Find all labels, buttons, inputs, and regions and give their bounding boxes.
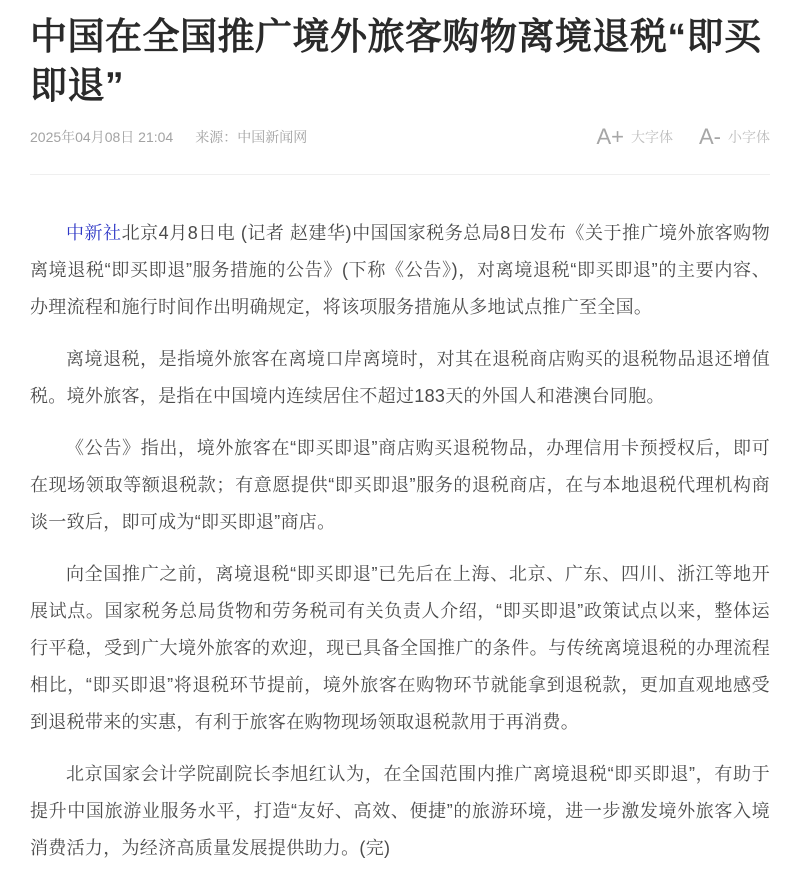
- paragraph: 《公告》指出，境外旅客在“即买即退”商店购买退税物品，办理信用卡预授权后，即可在现场领取等额退税款；有意愿提供“即买即退”服务的退税商店，在与本地退税代理机构商谈一致后，即可成为“即买即退”商店。: [30, 438, 770, 532]
- paragraph: 北京国家会计学院副院长李旭红认为，在全国范围内推广离境退税“即买即退”，有助于提升中国旅游业服务水平，打造“友好、高效、便捷”的旅游环境，进一步激发境外旅客入境消费活力，为经济高质量发展提供助力。(完): [30, 764, 770, 858]
- meta-row: [30, 126, 770, 148]
- source-label: 来源：: [195, 129, 238, 145]
- source: [195, 127, 307, 147]
- decrease-font-button[interactable]: [699, 126, 770, 148]
- font-size-controls: [596, 126, 770, 148]
- font-increase-label: 大字体: [631, 129, 673, 145]
- source-name: 中国新闻网: [237, 129, 308, 145]
- page-title: 中国在全国推广境外旅客购物离境退税“即买即退”: [30, 16, 762, 106]
- paragraph: 向全国推广之前，离境退税“即买即退”已先后在上海、北京、广东、四川、浙江等地开展试点。国家税务总局货物和劳务税司有关负责人介绍，“即买即退”政策试点以来，整体运行平稳，受到广大境外旅客的欢迎，现已具备全国推广的条件。与传统离境退税的办理流程相比，“即买即退”将退税环节提前，境外旅客在购物环节就能拿到退税款，更加直观地感受到退税带来的实惠，有利于旅客在购物现场领取退税款用于再消费。: [30, 564, 770, 732]
- article-header: [30, 0, 770, 175]
- font-increase-icon: A+: [596, 124, 624, 149]
- paragraph-lead: [30, 215, 770, 326]
- article-body: [30, 175, 770, 867]
- font-decrease-label: 小字体: [728, 129, 770, 145]
- meta-info: [30, 127, 307, 147]
- agency-link[interactable]: 中新社: [66, 223, 122, 243]
- paragraph: 离境退税，是指境外旅客在离境口岸离境时，对其在退税商店购买的退税物品退还增值税。境外旅客，是指在中国境内连续居住不超过183天的外国人和港澳台同胞。: [30, 349, 770, 406]
- increase-font-button[interactable]: [596, 126, 673, 148]
- lead-text: 北京4月8日电 (记者 赵建华)中国国家税务总局8日发布《关于推广境外旅客购物离境退税“即买即退”服务措施的公告》(下称《公告》)，对离境退税“即买即退”的主要内容、办理流程和施行时间作出明确规定，将该项服务措施从多地试点推广至全国。: [30, 223, 771, 317]
- font-decrease-icon: A-: [699, 124, 721, 149]
- publish-date: 2025年04月08日 21:04: [30, 129, 174, 145]
